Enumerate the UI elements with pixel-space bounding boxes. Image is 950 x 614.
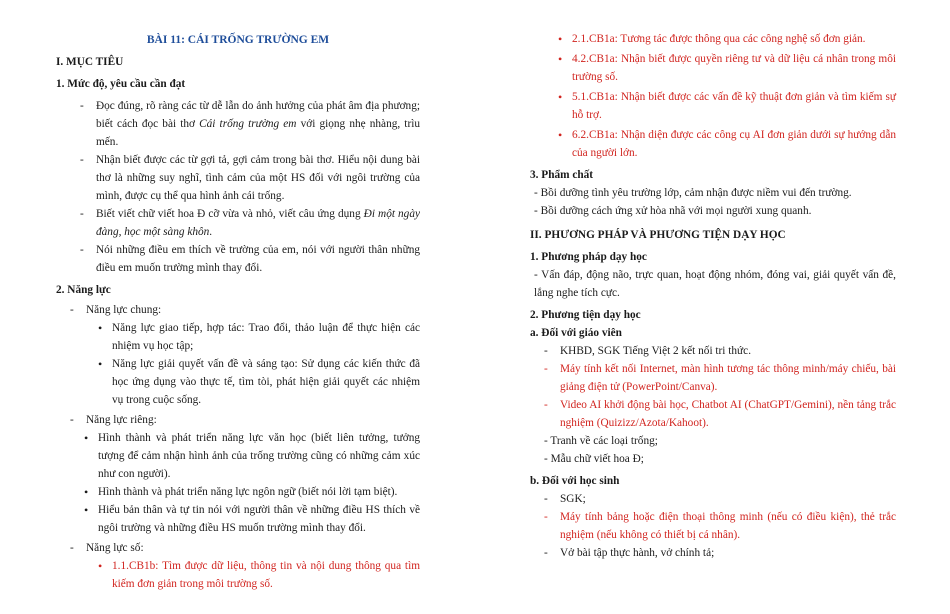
- list-item: • 1.1.CB1b: Tìm được dữ liệu, thông tin và nội dung thông qua tìm kiếm đơn giản trong môi trường số.: [98, 557, 420, 593]
- list-item: • Hình thành và phát triển năng lực văn học (biết liên tưởng, tưởng tượng để cảm nhận hình ảnh của trống trường cũng có những cảm xúc như con người).: [84, 429, 420, 483]
- list-item: • Năng lực giải quyết vấn đề và sáng tạo: Sử dụng các kiến thức đã học ứng dụng vào thực tế, tìm tòi, phát hiện giải quyết các nhiệm vụ trong cuộc sống.: [98, 355, 420, 409]
- list-item: • 6.2.CB1a: Nhận diện được các công cụ AI đơn giản dưới sự hướng dẫn của người lớn.: [558, 126, 896, 162]
- list-item: • 5.1.CB1a: Nhận biết được các vấn đề kỹ thuật đơn giản và tìm kiếm sự hỗ trợ.: [558, 88, 896, 124]
- objective-item: - Nhận biết được các từ gợi tả, gợi cảm trong bài thơ. Hiểu nội dung bài thơ là những suy nghĩ, tình cảm của một HS đối với ngôi trường của mình, được cụ thể qua hình ảnh cái trống.: [80, 151, 420, 205]
- objective-item: - Đọc đúng, rõ ràng các từ dễ lẫn do ảnh hưởng của phát âm địa phương; biết cách đọc bài thơ Cái trống trường em với giọng nhẹ nhàng, trìu mến.: [80, 97, 420, 151]
- list-item: • 4.2.CB1a: Nhận biết được quyền riêng tư và dữ liệu cá nhân trong môi trường số.: [558, 50, 896, 86]
- left-column: [56, 0, 420, 593]
- digital-competency-list-continued: [530, 30, 896, 162]
- general-competency-list: [70, 319, 420, 409]
- specific-competency-label: - Năng lực riêng:: [70, 411, 420, 429]
- list-item: • Năng lực giao tiếp, hợp tác: Trao đổi, thảo luận để thực hiện các nhiệm vụ học tập;: [98, 319, 420, 355]
- teaching-means-heading: 2. Phương tiện dạy học: [530, 309, 641, 321]
- qualities-heading: 3. Phẩm chất: [530, 169, 594, 181]
- teacher-means-list: [530, 342, 896, 432]
- student-means-list: [530, 490, 896, 562]
- quality-item: - Bồi dưỡng cách ứng xử hòa nhã với mọi người xung quanh.: [534, 205, 812, 217]
- list-item: - Mẫu chữ viết hoa Đ;: [544, 453, 644, 465]
- specific-competency-list: [70, 429, 420, 537]
- teaching-methods-text: - Vấn đáp, động não, trực quan, hoạt động nhóm, đóng vai, giải quyết vấn đề, lắng nghe tích cực.: [534, 269, 896, 299]
- teacher-means-heading: a. Đối với giáo viên: [530, 327, 622, 339]
- list-item: • Hình thành và phát triển năng lực ngôn ngữ (biết nói lời tạm biệt).: [84, 483, 420, 501]
- objectives-list: [56, 97, 420, 277]
- section-methods-heading: II. PHƯƠNG PHÁP VÀ PHƯƠNG TIỆN DẠY HỌC: [530, 229, 786, 241]
- list-item: • 2.1.CB1a: Tương tác được thông qua các công nghệ số đơn giản.: [558, 30, 896, 48]
- right-column: [530, 0, 896, 562]
- digital-competency-label: - Năng lực số:: [70, 539, 420, 557]
- list-item: - Vở bài tập thực hành, vở chính tả;: [544, 544, 896, 562]
- list-item: - Video AI khởi động bài học, Chatbot AI (ChatGPT/Gemini), nền tảng trắc nghiệm (Quizizz/Azota/Kahoot).: [544, 396, 896, 432]
- student-means-heading: b. Đối với học sinh: [530, 475, 620, 487]
- list-item: - KHBD, SGK Tiếng Việt 2 kết nối tri thức.: [544, 342, 896, 360]
- list-item: - SGK;: [544, 490, 896, 508]
- list-item: - Máy tính bảng hoặc điện thoại thông minh (nếu có điều kiện), thẻ trắc nghiệm (nếu không có thiết bị cá nhân).: [544, 508, 896, 544]
- list-item: - Tranh về các loại trống;: [544, 435, 658, 447]
- competencies-heading: 2. Năng lực: [56, 284, 111, 296]
- teacher-means-plain-list: [530, 432, 896, 468]
- section-objectives-heading: I. MỤC TIÊU: [56, 56, 124, 68]
- requirements-heading: 1. Mức độ, yêu cầu cần đạt: [56, 78, 186, 90]
- list-item: - Máy tính kết nối Internet, màn hình tương tác thông minh/máy chiếu, bài giảng điện tử (PowerPoint/Canva).: [544, 360, 896, 396]
- quality-item: - Bồi dưỡng tình yêu trường lớp, cảm nhận được niềm vui đến trường.: [534, 187, 852, 199]
- general-competency-label: - Năng lực chung:: [70, 301, 420, 319]
- competencies-block: [56, 301, 420, 593]
- lesson-title: BÀI 11: CÁI TRỐNG TRƯỜNG EM: [146, 34, 330, 46]
- teaching-methods-heading: 1. Phương pháp dạy học: [530, 251, 647, 263]
- objective-item: - Nói những điều em thích về trường của em, nói với người thân những điều em muốn trường mình thay đổi.: [80, 241, 420, 277]
- digital-competency-list: [70, 557, 420, 593]
- objective-item: - Biết viết chữ viết hoa Đ cỡ vừa và nhỏ, viết câu ứng dụng Đi một ngày đàng, học một sàng khôn.: [80, 205, 420, 241]
- list-item: • Hiểu bản thân và tự tin nói với người thân về những điều HS thích về ngôi trường và những điều HS muốn trường mình thay đổi.: [84, 501, 420, 537]
